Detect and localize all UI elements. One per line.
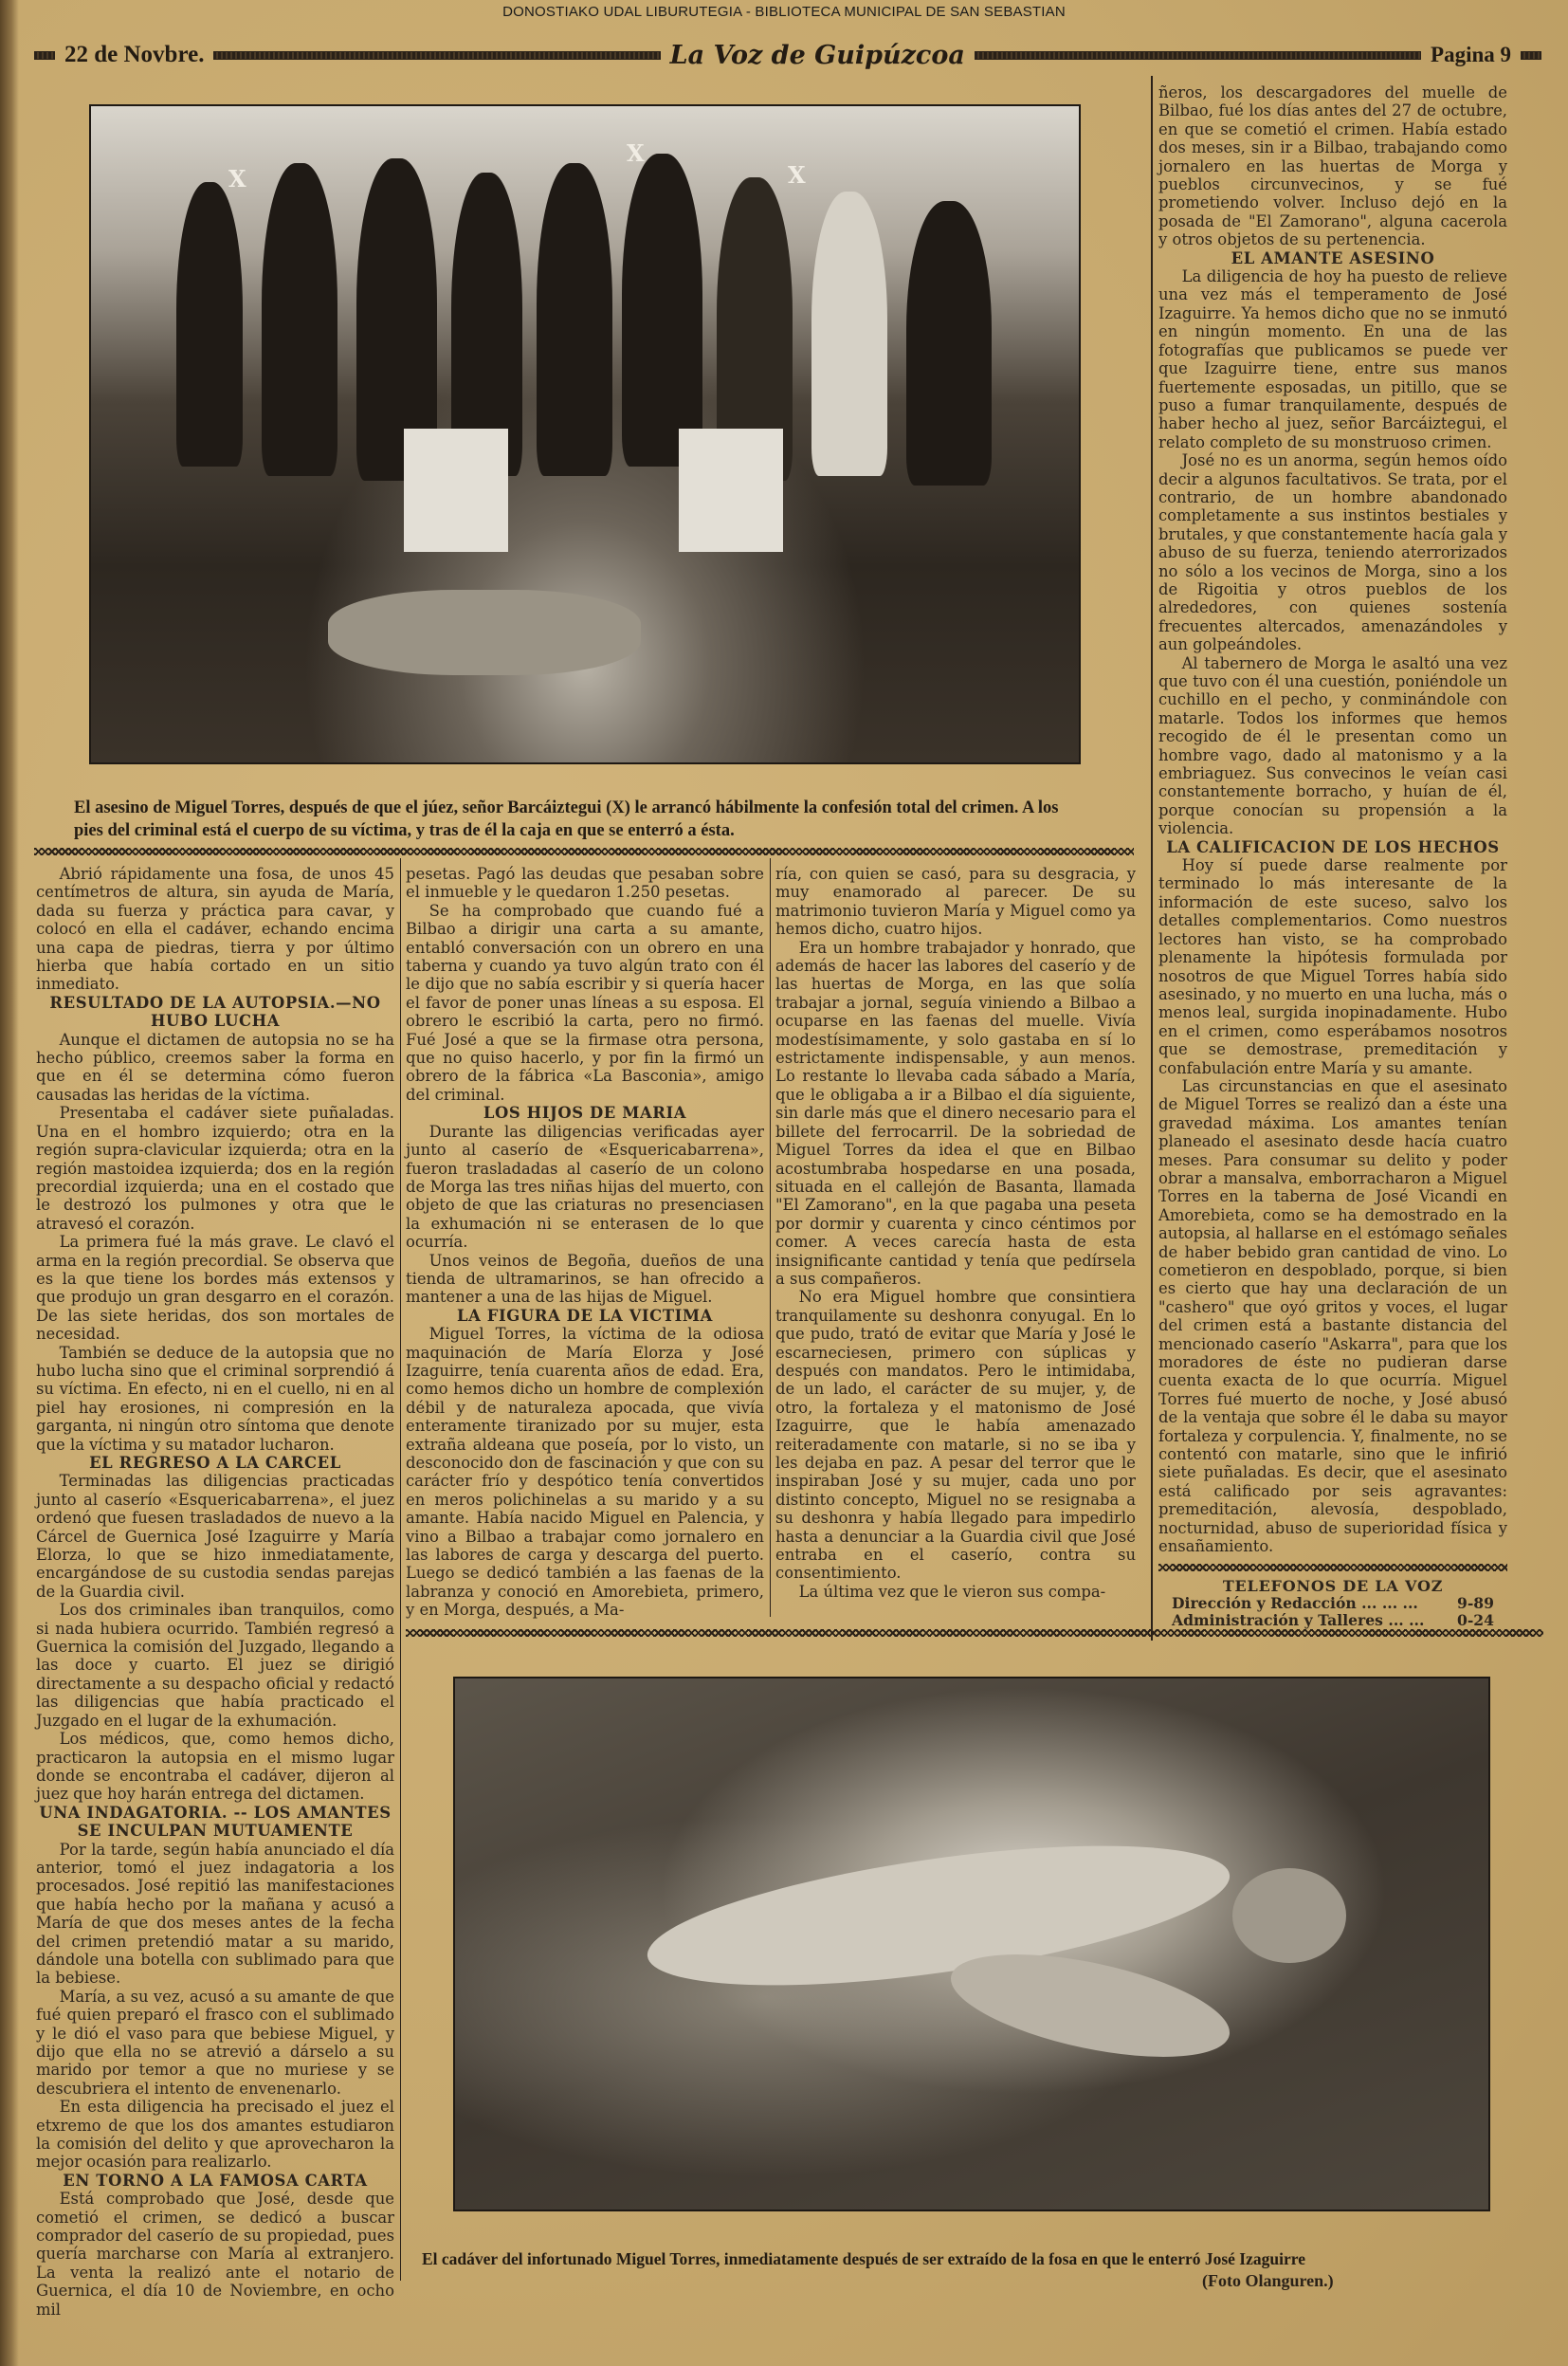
telefono-number: 0-24 (1456, 1610, 1494, 1629)
photo-credit: (Foto Olanguren.) (1202, 2271, 1334, 2290)
paragraph: José no es un anorma, según hemos oído decir a algunos facultativos. Se trata, por el contrario, de un hombre abandonado completamente a sus instintos bestiales y brutales, y que constantemente hacía gala y abuso de su fuerza, teniendo aterrorizados no sólo a los vecinos de Morga, sino a los de Rigoitia y otros pueblos de los alrededores, con quienes sostenía frecuentes altercados, amenazándoles y aun golpeándoles. (1158, 451, 1507, 654)
subheading-figura-victima: LA FIGURA DE LA VICTIMA (457, 1306, 713, 1325)
telefonos-box (1158, 1577, 1507, 1629)
subheading-amante-asesino: EL AMANTE ASESINO (1231, 248, 1435, 267)
archive-header: DONOSTIAKO UDAL LIBURUTEGIA - BIBLIOTECA MUNICIPAL DE SAN SEBASTIAN (502, 4, 1066, 20)
photo-crowd-exhumation (89, 104, 1081, 764)
masthead-title: La Voz de Guipúzcoa (669, 40, 965, 70)
masthead-rule (975, 51, 1421, 60)
paragraph: Terminadas las diligencias practicadas junto al caserío «Esquericabarrena», el juez ordenó que fuesen trasladados de nuevo a la Cárcel de Guernica José Izaguirre y María Elorza, lo que se hizo inmediatamente, encargándose de su custodia sendas parejas de la Guardia civil. (36, 1472, 394, 1601)
paragraph: Hoy sí puede darse realmente por terminado lo más interesante de la información de este suceso, salvo los detalles complementarios. Como nuestros lectores han visto, se ha comprobado plenamente la hipótesis formulada por nosotros de que Miguel Torres había sido asesinado, y no muerto en una lucha, más o menos leal, surgida inopinadamente. Hubo en el crimen, como esperábamos nosotros que se demostrase, premeditación y confabulación entre María y su amante. (1158, 856, 1507, 1077)
masthead (34, 36, 1541, 74)
subheading-famosa-carta: EN TORNO A LA FAMOSA CARTA (63, 2171, 368, 2190)
paragraph: Está comprobado que José, desde que cometió el crimen, se dedicó a buscar comprador del caserío de su propiedad, pues quería marcharse con María al extranjero. La venta la realizó ante el notario de Guernica, el día 10 de Noviembre, en ocho mil (36, 2190, 394, 2319)
masthead-rule (1521, 51, 1541, 60)
paragraph: En esta diligencia ha precisado el juez el etxremo de que los dos amantes estudiaron la comisión del delito y que aprovecharon la mejor ocasión para realizarlo. (36, 2098, 394, 2172)
paragraph: Las circunstancias en que el asesinato de Miguel Torres se realizó dan a éste una gravedad máxima. Los amantes tenían planeado el asesinato desde hacía cuatro meses. Para consumar su delito y poder obrar a mansalva, emborracharon a Miguel Torres en la taberna de José Vicandi en Amorebieta, como se ha demostrado en la autopsia, al hallarse en el estómago señales de haber bebido gran cantidad de vino. Lo cometieron en despoblado, porque, si bien es cierto que hay una declaración de un "cashero" que oyó gritos y voces, el lugar del crimen está a bastante distancia del mencionado caserío "Askarra", para que los moradores de éste no pudieran darse cuenta exacta de lo que ocurría. Miguel Torres fué muerto de noche, y José abusó de la ventaja que sobre él le daba su mayor fortaleza y corpulencia. Y, finalmente, no se contentó con matarle, sino que le infirió siete puñaladas. Es decir, que el asesinato está calificado por seis agravantes: premeditación, alevosía, despoblado, nocturnidad, abuso de superioridad física y ensañamiento. (1158, 1076, 1507, 1556)
article-column-3 (775, 865, 1136, 1601)
subheading-autopsia: RESULTADO DE LA AUTOPSIA.—NO HUBO LUCHA (49, 993, 381, 1031)
paragraph: pesetas. Pagó las deudas que pesaban sobre el inmueble y le quedaron 1.250 pesetas. (406, 865, 764, 902)
paragraph: Los médicos, que, como hemos dicho, practicaron la autopsia en el mismo lugar donde se encontraba el cadáver, dijeron al juez que hoy harán entrega del dictamen. (36, 1730, 394, 1804)
paragraph: Durante las diligencias verificadas ayer junto al caserío de «Esquericabarrena», fueron trasladadas al caserío de un colono de Morga las tres niñas hijas del muerto, con objeto de que las criaturas no presenciasen la exhumación ni se enterasen de lo que ocurría. (406, 1122, 764, 1252)
column-divider (770, 858, 771, 1617)
paragraph: No era Miguel hombre que consintiera tranquilamente su deshonra conyugal. En lo que pudo, trató de evitar que María y José le escarneciesen, primero con súplicas y después con mandatos. Pero le intimidaba, de un lado, el carácter de su mujer, y, de otro, la fortaleza y el matonismo de José Izaguirre, que le había amenazado reiteradamente con matarle, si no se iba y les dejaba en paz. A pesar del terror que le inspiraban José y su mujer, cada uno por distinto concepto, Miguel no se resignaba a su deshonra y había llegado para impedirlo hasta a denunciar a la Guardia civil que José entraba en el caserío, contra su consentimiento. (775, 1288, 1136, 1583)
photo-mark-x: X (788, 161, 806, 189)
paragraph: También se deduce de la autopsia que no hubo lucha sino que el criminal sorprendió á su víctima. En efecto, ni en el cuello, ni en al piel hay erosiones, ni compresión en la garganta, ni ningún otro síntoma que denote que la víctima y su matador lucharon. (36, 1343, 394, 1454)
masthead-date: 22 de Novbre. (64, 42, 205, 67)
subheading-calificacion: LA CALIFICACION DE LOS HECHOS (1166, 837, 1500, 856)
masthead-page: Pagina 9 (1431, 43, 1511, 66)
paragraph: Se ha comprobado que cuando fué a Bilbao a dirigir una carta a su amante, entabló conversación con un obrero en una taberna y cuando ya tuvo algún trato con él le dijo que no sabía escribir y si quería hacer el favor de poner unas líneas a su esposa. El obrero le escribió la carta, pero no firmó. Fué José a que se la firmase otra persona, que no quiso hacerlo, y por fin la firmó un obrero de la fábrica «La Basconia», amigo del criminal. (406, 901, 764, 1104)
article-right-column (1158, 83, 1507, 1629)
telefono-number: 9-89 (1456, 1593, 1494, 1612)
ornamental-rule (1158, 1564, 1507, 1571)
paragraph: ñeros, los descargadores del muelle de Bilbao, fué los días antes del 27 de octubre, en que se cometió el crimen. Había estado dos meses, sin ir a Bilbao, trabajando como jornalero en las huertas de Morga y pueblos circunvecinos, y se fué prometiendo volver. Incluso dejó en la posada de "El Zamorano", alguna cacerola y otros objetos de su pertenencia. (1158, 83, 1507, 249)
photo-mark-x: X (228, 165, 246, 193)
subheading-indagatoria: UNA INDAGATORIA. -- LOS AMANTES SE INCULPAN MUTUAMENTE (39, 1803, 392, 1841)
paragraph: Aunque el dictamen de autopsia no se ha hecho público, creemos saber la forma en que en él se determina cómo fueron causadas las heridas de la víctima. (36, 1030, 394, 1104)
telefono-row (1158, 1612, 1507, 1629)
paragraph: Al tabernero de Morga le asaltó una vez que tuvo con él una cuestión, poniéndole un cuchillo en el pecho, y conminándole con matarle. Todos los informes que hemos recogido de él le presentan como un hombre vago, dado al matonismo y a la embriaguez. Sus convecinos le veían casi constantemente borracho, y huían de él, porque conocían su propensión a la violencia. (1158, 653, 1507, 838)
column-divider (1151, 76, 1153, 1641)
paragraph: Abrió rápidamente una fosa, de unos 45 centímetros de altura, sin ayuda de María, dada su fuerza y práctica para cavar, y colocó en ella el cadáver, echando encima una capa de piedras, tierra y por último hierba que había cortado en un sitio inmediato. (36, 865, 394, 994)
paragraph: Unos veinos de Begoña, dueños de una tienda de ultramarinos, se han ofrecido a mantener a una de las hijas de Miguel. (406, 1251, 764, 1307)
photo1-caption: El asesino de Miguel Torres, después de que el júez, señor Barcáiztegui (X) le arrancó hábilmente la confesión total del crimen. A los pies del criminal está el cuerpo de su víctima, y tras de él la caja en que se enterró a ésta. (74, 798, 1059, 840)
article-column-2 (406, 865, 764, 1620)
paragraph: Era un hombre trabajador y honrado, que además de hacer las labores del caserío y de las huertas de Morga, en las que solía trabajar a jornal, seguía viniendo a Bilbao a ocuparse en las faenas del muelle. Vivía modestísimamente, y solo gastaba en sí lo estrictamente indispensable, y aun menos. Lo restante lo llevaba cada sábado a María, que le obligaba a ir a Bilbao el día siguiente, sin darle más que el dinero necesario para el billete del ferrocarril. De la sobriedad de Miguel Torres da idea el que en Bilbao acostumbraba hospedarse en una posada, situada en el callejón de Basanta, llamada "El Zamorano", en la que pagaba una peseta por dormir y cuarenta y cinco céntimos por comer. A veces carecía hasta de esta insignificante cantidad y tenía que pedírsela a sus compañeros. (775, 938, 1136, 1288)
photo2-caption: El cadáver del infortunado Miguel Torres, inmediatamente después de ser extraído de la fosa en que le enterró José Izaguirre (422, 2249, 1305, 2268)
telefonos-title: TELEFONOS DE LA VOZ (1222, 1576, 1444, 1595)
paragraph: Por la tarde, según había anunciado el día anterior, tomó el juez indagatoria a los procesados. José repitió las manifestaciones que había hecho por la mañana y acusó a María de que dos meses antes de la fecha del crimen pretendió matar a su marido, dándole una botella con sublimado para que la bebiese. (36, 1840, 394, 1988)
telefono-row (1158, 1595, 1507, 1612)
masthead-rule (213, 51, 660, 60)
paragraph: Miguel Torres, la víctima de la odiosa maquinación de María Elorza y José Izaguirre, tenía cuarenta años de edad. Era, como hemos dicho un hombre de complexión débil y de naturaleza apocada, que vivía enteramente tiranizado por su mujer, esta extraña aldeana que poseía, por lo visto, un desconocido don de fascinación y que con su carácter frío y despótico tenía convertidos en meros polichinelas a su marido y a su amante. Había nacido Miguel en Palencia, y vino a Bilbao a trabajar como jornalero en las labores de carga y descarga del puerto. Luego se dedicó también a las faenas de la labranza y conoció en Amorebieta, primero, y en Morga, después, a Ma- (406, 1325, 764, 1620)
page-binding-edge (0, 0, 19, 2366)
masthead-rule (34, 51, 55, 60)
column-divider (400, 858, 401, 2281)
paragraph: La primera fué la más grave. Le clavó el arma en la región precordial. Se observa que es la que tiene los bordes más extensos y que produjo un gran desgarro en el corazón. De las siete heridas, dos son mortales de necesidad. (36, 1233, 394, 1344)
paragraph: Presentaba el cadáver siete puñaladas. Una en el hombro izquierdo; otra en la región supra-clavicular izquierda; otra en la región mastoidea izquierda; dos en la región precordial izquierda; una en el costado que le destrozó los pulmones y otra que le atravesó el corazón. (36, 1104, 394, 1233)
telefono-label: Dirección y Redacción ... ... ... (1172, 1593, 1418, 1612)
photo-victim-body (453, 1677, 1490, 2211)
paragraph: La última vez que le vieron sus compa- (798, 1582, 1106, 1601)
paragraph: ría, con quien se casó, para su desgracia, y muy enamorado al parecer. De su matrimonio tuvieron María y Miguel como ya hemos dicho, cuatro hijos. (775, 865, 1136, 939)
ornamental-rule (34, 848, 1134, 855)
paragraph: Los dos criminales iban tranquilos, como si nada hubiera ocurrido. También regresó a Guernica la comisión del Juzgado, llegando a las doce y cuarto. El juez se dirigió directamente a su despacho oficial y redactó las diligencias que había practicado el Juzgado en el lugar de la exhumación. (36, 1601, 394, 1730)
telefono-label: Administración y Talleres ... ... (1172, 1610, 1425, 1629)
photo-mark-x: X (627, 139, 645, 167)
paragraph: La diligencia de hoy ha puesto de relieve una vez más el temperamento de José Izaguirre. Ya hemos dicho que no se inmutó en ningún momento. En una de las fotografías que publicamos se puede ver que Izaguirre tiene, entre sus manos fuertemente esposadas, un pitillo, que se puso a fumar tranquilamente, después de haber hecho al juez, señor Barcáiztegui, el relato completo de su monstruoso crimen. (1158, 267, 1507, 451)
subheading-regreso-carcel: EL REGRESO A LA CARCEL (89, 1454, 341, 1472)
ornamental-rule (406, 1629, 1543, 1637)
subheading-hijos-maria: LOS HIJOS DE MARIA (483, 1104, 687, 1123)
article-column-1 (36, 865, 394, 2319)
paragraph: María, a su vez, acusó a su amante de que fué quien preparó el frasco con el sublimado y le dió el vaso para que bebiese Miguel, y dijo que ella no se atrevió a dárselo a su marido por temor a que no muriese y se descubriera el intento de envenenarlo. (36, 1987, 394, 2098)
